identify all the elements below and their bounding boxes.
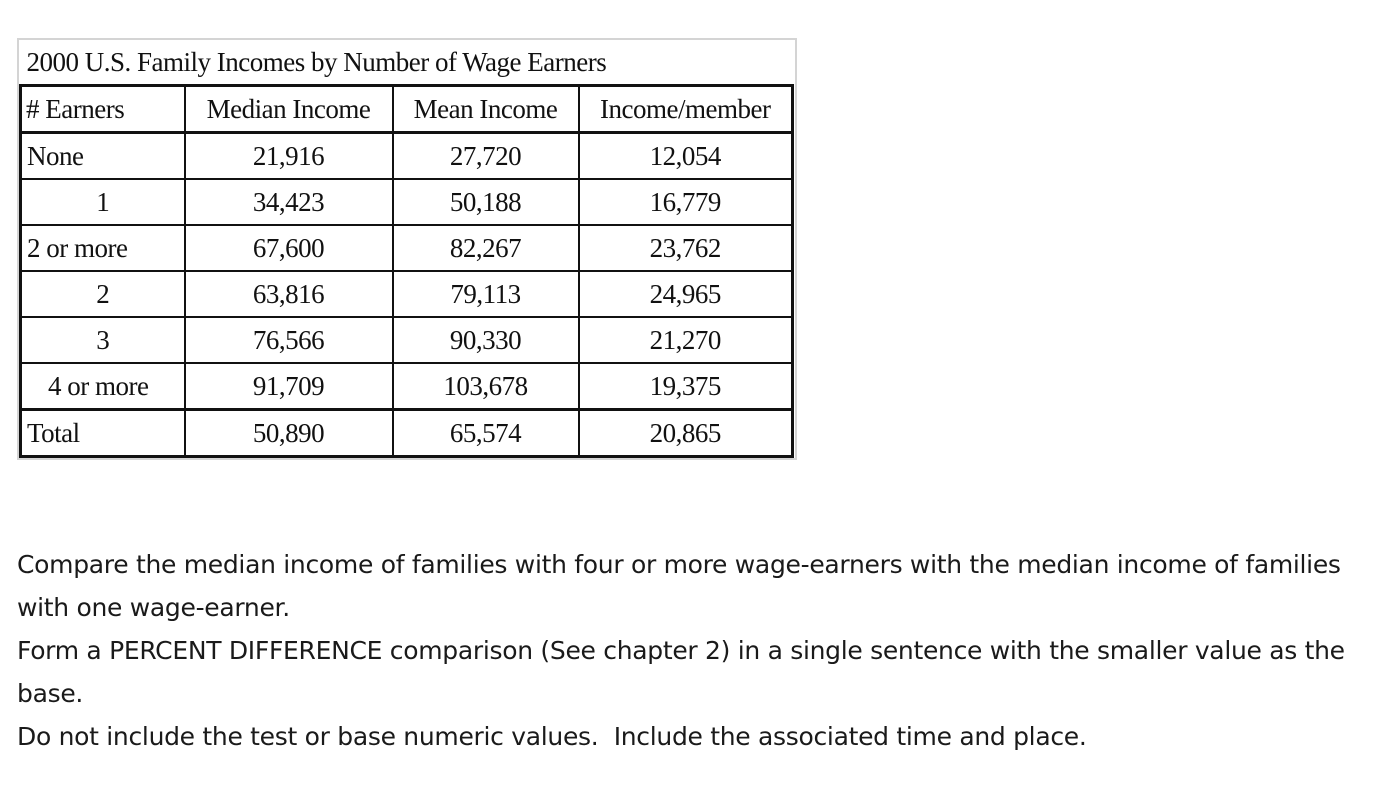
median-cell: 67,600 [185, 225, 393, 271]
median-cell: 76,566 [185, 317, 393, 363]
header-median-income: Median Income [185, 86, 393, 133]
table-row [21, 225, 793, 271]
per-member-cell: 23,762 [579, 225, 793, 271]
mean-cell: 90,330 [393, 317, 579, 363]
table-row [21, 179, 793, 225]
mean-cell: 65,574 [393, 410, 579, 457]
table-title: 2000 U.S. Family Incomes by Number of Wage Earners [21, 40, 793, 86]
table-row [21, 363, 793, 410]
per-member-cell: 24,965 [579, 271, 793, 317]
header-mean-income: Mean Income [393, 86, 579, 133]
table-row [21, 271, 793, 317]
row-label: 2 [21, 271, 185, 317]
question-text [17, 543, 1372, 758]
row-label: 3 [21, 317, 185, 363]
header-income-per-member: Income/member [579, 86, 793, 133]
median-cell: 21,916 [185, 133, 393, 180]
median-cell: 50,890 [185, 410, 393, 457]
table-row [21, 317, 793, 363]
mean-cell: 79,113 [393, 271, 579, 317]
median-cell: 63,816 [185, 271, 393, 317]
per-member-cell: 21,270 [579, 317, 793, 363]
per-member-cell: 20,865 [579, 410, 793, 457]
table-row-total [21, 410, 793, 457]
question-line-3: Do not include the test or base numeric values. Include the associated time and place. [17, 722, 1087, 751]
median-cell: 34,423 [185, 179, 393, 225]
header-earners: # Earners [21, 86, 185, 133]
mean-cell: 50,188 [393, 179, 579, 225]
per-member-cell: 16,779 [579, 179, 793, 225]
row-label: 4 or more [21, 363, 185, 410]
mean-cell: 27,720 [393, 133, 579, 180]
question-line-1: Compare the median income of families with four or more wage-earners with the median income of families with one wage-earner. [17, 550, 1341, 622]
mean-cell: 82,267 [393, 225, 579, 271]
row-label: None [21, 133, 185, 180]
median-cell: 91,709 [185, 363, 393, 410]
table-row [21, 133, 793, 180]
row-label: 2 or more [21, 225, 185, 271]
question-line-2: Form a PERCENT DIFFERENCE comparison (See chapter 2) in a single sentence with the smaller value as the base. [17, 636, 1345, 708]
row-label: 1 [21, 179, 185, 225]
income-table-container [17, 38, 797, 460]
per-member-cell: 12,054 [579, 133, 793, 180]
row-label: Total [21, 410, 185, 457]
mean-cell: 103,678 [393, 363, 579, 410]
income-table [19, 40, 794, 458]
per-member-cell: 19,375 [579, 363, 793, 410]
